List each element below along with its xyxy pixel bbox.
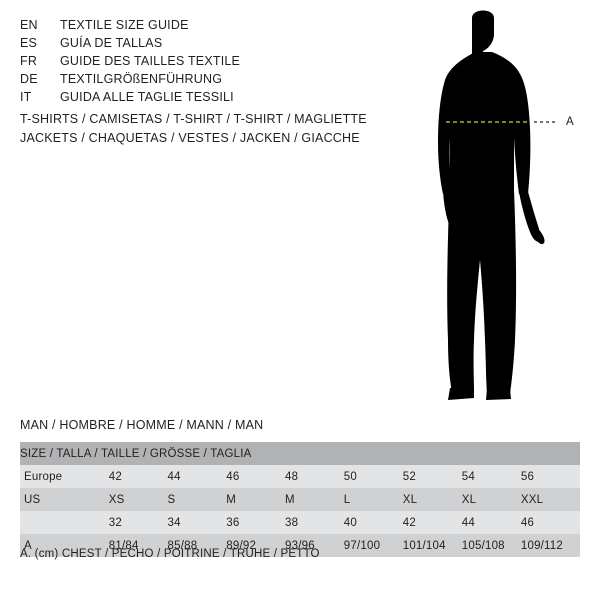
measure-marker-label: A xyxy=(566,116,574,128)
row-label: A xyxy=(20,534,109,557)
category-tshirts: T-SHIRTS / CAMISETAS / T-SHIRT / T-SHIRT / MAGLIETTE xyxy=(20,112,367,126)
cell: 44 xyxy=(168,465,227,488)
cell: 93/96 xyxy=(285,534,344,557)
cell: L xyxy=(344,488,403,511)
language-row xyxy=(20,16,360,34)
category-jackets: JACKETS / CHAQUETAS / VESTES / JACKEN / GIACCHE xyxy=(20,131,360,145)
cell: 97/100 xyxy=(344,534,403,557)
cell: 85/88 xyxy=(168,534,227,557)
cell: 36 xyxy=(226,511,285,534)
cell: 48 xyxy=(285,465,344,488)
cell: S xyxy=(168,488,227,511)
cell: 89/92 xyxy=(226,534,285,557)
language-row xyxy=(20,70,360,88)
language-row xyxy=(20,34,360,52)
row-label: US xyxy=(20,488,109,511)
row-label: Europe xyxy=(20,465,109,488)
cell: 46 xyxy=(521,511,580,534)
cell: XL xyxy=(403,488,462,511)
language-text: TEXTILGRÖßENFÜHRUNG xyxy=(60,72,223,86)
cell: 44 xyxy=(462,511,521,534)
language-text: GUÍA DE TALLAS xyxy=(60,36,163,50)
cell: 46 xyxy=(226,465,285,488)
language-code: DE xyxy=(20,72,38,86)
language-text: GUIDA ALLE TAGLIE TESSILI xyxy=(60,90,234,104)
cell: 54 xyxy=(462,465,521,488)
cell: 42 xyxy=(109,465,168,488)
cell: 52 xyxy=(403,465,462,488)
cell: M xyxy=(226,488,285,511)
table-title: MAN / HOMBRE / HOMME / MANN / MAN xyxy=(20,418,264,432)
language-row xyxy=(20,88,360,106)
male-silhouette-figure xyxy=(400,10,600,410)
cell: 50 xyxy=(344,465,403,488)
language-header xyxy=(20,16,360,106)
language-code: ES xyxy=(20,36,38,50)
language-code: EN xyxy=(20,18,38,32)
cell: 42 xyxy=(403,511,462,534)
table-row xyxy=(20,465,580,488)
cell: M xyxy=(285,488,344,511)
cell: 38 xyxy=(285,511,344,534)
language-code: FR xyxy=(20,54,38,68)
table-row xyxy=(20,488,580,511)
cell: 40 xyxy=(344,511,403,534)
cell: XL xyxy=(462,488,521,511)
cell: 109/112 xyxy=(521,534,580,557)
language-text: GUIDE DES TAILLES TEXTILE xyxy=(60,54,241,68)
cell: 105/108 xyxy=(462,534,521,557)
garment-categories xyxy=(20,110,420,148)
cell: 34 xyxy=(168,511,227,534)
table-row xyxy=(20,511,580,534)
silhouette-body xyxy=(438,11,545,401)
cell: XXL xyxy=(521,488,580,511)
language-code: IT xyxy=(20,90,32,104)
table-footnote: A. (cm) CHEST / PECHO / POITRINE / TRUHE / PETTO xyxy=(20,548,320,560)
cell: 101/104 xyxy=(403,534,462,557)
cell: 56 xyxy=(521,465,580,488)
language-row xyxy=(20,52,360,70)
row-label xyxy=(20,511,109,534)
table-header-row xyxy=(20,442,580,465)
cell: XS xyxy=(109,488,168,511)
size-table xyxy=(20,442,580,557)
table-header-label: SIZE / TALLA / TAILLE / GRÖSSE / TAGLIA xyxy=(20,442,580,465)
language-text: TEXTILE SIZE GUIDE xyxy=(60,18,189,32)
cell: 32 xyxy=(109,511,168,534)
cell: 81/84 xyxy=(109,534,168,557)
